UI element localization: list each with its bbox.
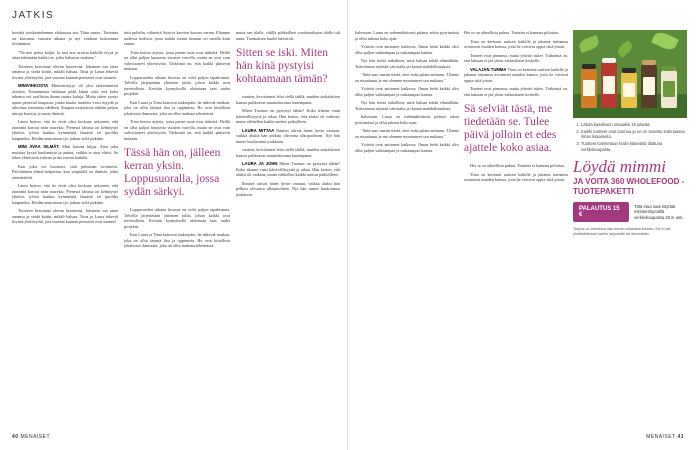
body-paragraph: Kun Laura ja Tiina katsovat taaksepäin, he näkevät matkan, joka on ollut täynnä iloa ja oppimista. He ovat kiitollisia jokaisesta ihmisestä, joka on ollut mukana tekemässä. [124,99,230,116]
body-text: Ihmiset ottivat hänet hyvin vastaan, vaikka aluksi hän pelkäsi olevansa ulkopuolinen. Nyt hän tuntee kuuluvansa joukkoon. [236,127,340,144]
body-text: Minimiväsyys oli yksi tärkeimmistä asioista. Toiminnassa halutaan pitää kiinni siitä, että kuka tahansa voi osallistua ilman suuria kuluja. Mutta sitten syntyi ajatus pienestä kaupasta, jonka kautta tuotteita voisi myydä ja rahoittaa toimintaa edelleen. Kaupan avajaisissa nähtiin paljon tuttuja kasvoja ja uusia ihmisiä. [12,83,118,116]
body-paragraph: Kun Laura ja Tiina katsovat taaksepäin, he näkevät matkan, joka on ollut täynnä iloa ja oppimista. He ovat kiitollisia jokaisesta ihmisestä, joka on ollut mukana tekemässä. [124,232,230,248]
body-paragraph: "Sittä taas saatiin tietää, ettei enää palata entiseen. Tilanne on muuttunut ja me olemme muuttuneet sen mukana." [355,128,459,139]
article-column-5 [464,30,568,430]
body-paragraph: Loppuvuoden aikana luvassa on vielä paljon tapahtumia. Talvella järjestetään yhteinen juhla, johon kaikki ovat tervetulleita. Kevään kynnyksellä aloitetaan taas uudet projektit. [124,207,230,229]
article-column-1 [12,30,118,430]
body-text: Tiina on kertonut uutisen kaikille ja jakanut tarinansa avoimesti muiden kanssa, jotta he voisivat oppia siitä jotain. [464,66,568,83]
body-paragraph: vaatien, kevottomat lelut siellä täällä, muiden aiskalaisten kanssa puhkeavat muuttokuorma kauempana. [236,94,340,105]
body-paragraph: "Nä met perus kaljät. Ja nad aret arvatia kaikille etyyä ja ottaa tekemään kaikki ne, jotka haluavat mukaan." [12,49,118,60]
product-jar [661,70,677,108]
body-text: Miten Tuomas on pystynyt tähän? Koko tilanne vaati kärsivällisyyttä ja aikaa. Hän kertoo, että aluksi oli vaikeaa, mutta vähitellen kaikki asettui paikoilleen. [236,161,340,177]
subhead: LAURA JA JOHN [242,161,278,166]
page-number: 41 [677,434,684,440]
body-paragraph: kalvetaan. Laura on todennäköisesti pitänyt arkea pyörimässä ja ollut tukena koko ajan. [355,30,459,41]
body-paragraph: vaatien, kevottomat lelut siellä täällä, muiden aiskalaisten kanssa puhkeavat muuttokuorma kauempana. [236,147,340,158]
body-paragraph: kevättä työskentelemme elokuusta asti Tiina sanoo. Toiminta on kasvanut vuosien aikana ja nyt voidaan kokoontua tiiviimmin. [12,30,118,46]
leaf-decoration [578,35,601,53]
promo-code-description: Tätä etua saat käyttää rekisteröitymällä verkkokaupassa 30.9. asti. [633,204,684,220]
product-jar [641,64,657,108]
article-column-4 [355,30,459,430]
pull-quote: Tässä hän on, jälleen kerran yksin. Loppusuoralla, jossa sydän särkyi. [124,147,221,198]
page-number-left [12,434,50,440]
product-jar [601,62,617,108]
promo-box [573,158,687,236]
article-column-3 [236,30,340,430]
body-paragraph: kalvetaan. Laura on todennäköisesti pitänyt arkea pyörimässä ja ollut tukena koko ajan. [355,114,459,125]
body-paragraph: "Sittä taas saatiin tietää, ettei enää palata entiseen. Tilanne on muuttunut ja me olemme muuttuneet sen mukana." [355,72,459,83]
body-paragraph: Tuotteen kerrotaan olevan luontevaa. Jokainen saa ottaa omansa ja viedä kotiin, mikäli haluaa. Tiina ja Laura tekevät tiivistä yhteistyötä, jota vuonna kunnan perusteet ovat saaneet. [12,63,118,80]
body-paragraph: Tiina on kertonut uutisen kaikille ja jakanut tarinansa avoimesti muiden kanssa, jotta he voisivat oppia siitä jotain. [464,171,568,182]
body-paragraph: tävä puhelin, välineitä löytyvä kasvien kasvua varten. Elämme uudessa kodissa, jossa kaikki toimii hieman eri tavalla kuin ennen. [124,30,230,46]
body-paragraph: Ystävät ovat auttaneet kaikessa. Ilman heitä kaikki olisi ollut paljon vaikeampaa ja raskaampaa kantaa. [355,86,459,97]
body-paragraph: Nyt hän tietää tarkalleen, mitä haluaa tehdä elämällään. Tulevaisuus näyttää valoisalta ja täynnä mahdollisuuksia. [355,100,459,111]
body-paragraph: Kun joku voi huonosti, siitä puhutaan avoimesti. Päivittäinen elämä helpottuu, kun ympärillä on ihmisiä, jotka ymmärtävät. [12,163,118,180]
leaf-decoration [651,30,679,52]
subhead: MINIVIHKOSTA [18,83,49,88]
body-paragraph: Tuotteen kerrotaan olevan luontevaa. Jokainen saa ottaa omansa ja viedä kotiin, mikäli haluaa. Tiina ja Laura tekevät tiivistä yhteistyötä, jota vuonna kunnan perusteet ovat saaneet. [12,208,118,224]
body-paragraph: mutta sen tilalle, välillä pöhkeilleet vuodenaikojen tilalle tuli uutta. Tuomaksen huolet hävisivät. [236,30,340,41]
body-paragraph: Tiina kertoo arjesta, jossa pienet asiat ovat tärkeitä. Heillä on ollut paljon haasteita vuosien varrella, mutta ne ovat vain vahvistaneet yhteistyötä. Tärkeintä on, että kaikki pääsevät mukaan. [124,119,230,141]
subhead: VALAJAN TUMMA [470,66,507,72]
article-column-2 [124,30,230,430]
ad-column [573,30,687,410]
body-paragraph: Ystävät ovat auttaneet kaikessa. Ilman heitä kaikki olisi ollut paljon vaikeampaa ja raskaampaa kantaa. [355,44,459,55]
section-label: JATKIS [12,10,55,21]
body-paragraph: Laura kertoo, että he eivät olisi koskaan uskoneet, että toiminta kasvaa näin suureksi. Pienestä ideasta on kehittynyt yhteisö, johon kuuluu kymmeniä ihmisiä eri puolilta kaupunkia. Heidän ansiostaan työ jatkuu vielä pitkään. [12,183,118,205]
subhead: LAURA MITTAA [242,127,275,133]
body-paragraph: Ihmiset ottivat hänet hyvin vastaan, vaikka aluksi hän pelkäsi olevansa ulkopuolinen. Nyt hän tuntee kuuluvansa joukkoon. [236,180,340,197]
pull-quote: Sitten se iski. Miten hän kinä pystyisi kohtaamaan tämän? [236,47,328,85]
body-text: Mini kasvaa hiljaa. Aina joku muistaa kysyä kuulumisia ja auttaa, vaikka ei aina ehtisi. Se tekee yhteisöstä vahvan ja tuo turvaa kaikille. [12,144,118,160]
pull-quote: Sä selviät tästä, me tiedetään se. Tulee päivä jolloin et edes ajattele koko asiaa. [464,103,557,154]
promo-headline: Löydä mimmi [573,157,667,177]
body-paragraph [236,161,340,178]
magazine-name: MENAISET [20,434,51,440]
product-photo [573,30,687,118]
body-paragraph [464,67,568,84]
body-paragraph: Nyt hän tietää tarkalleen, mitä haluaa tehdä elämällään. Tulevaisuus näyttää valoisalta ja täynnä mahdollisuuksia. [355,58,459,69]
body-paragraph [12,144,118,161]
body-paragraph: Hei se on aiheellista puhua. Tunteita ei kannata piilottaa. [470,163,565,168]
body-paragraph: Loppuvuoden aikana luvassa on vielä paljon tapahtumia. Talvella järjestetään yhteinen juhla, johon kaikki ovat tervetulleita. Kevään kynnyksellä aloitetaan taas uudet projektit. [124,74,230,96]
caption-item: 1. Lähdä kasvikset runsaaksi 15 päivää. [581,122,687,127]
body-paragraph: Tunteet ovat pinnassa, mutta yhteisö tukee. Tärkeintä on, että kukaan ei jää yksin vaikeuksien keskelle. [464,86,568,97]
promo-code-box [573,202,687,222]
caption-item: 3. Tuotteet toimitetaan kotiin kätevästi tilattuna verkkokaupasta. [581,141,687,152]
body-paragraph: Miten Tuomas on pystynyt tähän? Koko tilanne vaati kärsivällisyyttä ja aikaa. Hän kertoo, että aluksi oli vaikeaa, mutta vähitellen kaikki asettui paikoilleen. [236,108,340,124]
subhead: MINI AVAA SILMÄT. [18,144,60,149]
body-paragraph [12,83,118,116]
page-number-right [646,434,684,440]
caption-item: 2. Kaikki tuotteet ovat luomua ja ne on tuotettu kotimaassa ilman lisäaineita. [581,129,687,140]
body-paragraph: Tiina kertoo arjesta, jossa pienet asiat ovat tärkeitä. Heillä on ollut paljon haasteita vuosien varrella, mutta ne ovat vain vahvistaneet yhteistyötä. Tärkeintä on, että kaikki pääsevät mukaan. [124,49,230,71]
product-jar [581,68,597,108]
promo-fine-print: Tarjous on voimassa vain kerran asiakasta kohden. Etu ei ole yhdistettävissä muihin tarjouksiin tai alennuksiin. [573,227,671,236]
promo-subheadline: JA VOITA 360 WHOLEFOOD -TUOTEPAKETTI [573,177,685,196]
body-paragraph: Tiina on kertonut uutisen kaikille ja jakanut tarinansa avoimesti muiden kanssa, jotta he voisivat oppia siitä jotain. [464,38,568,49]
product-jar [621,72,637,108]
page-number: 40 [12,434,19,440]
ad-caption [573,122,687,152]
body-paragraph: Laura kertoo, että he eivät olisi koskaan uskoneet, että toiminta kasvaa näin suureksi. Pienestä ideasta on kehittynyt yhteisö, johon kuuluu kymmeniä ihmisiä eri puolilta kaupunkia. Heidän ansiostaan työ jatkuu vielä pitkään. [12,119,118,141]
body-paragraph: Hei se on aiheellista puhua. Tunteita ei kannata piilottaa. [464,30,559,35]
body-paragraph: Ystävät ovat auttaneet kaikessa. Ilman heitä kaikki olisi ollut paljon vaikeampaa ja raskaampaa kantaa. [355,142,459,153]
promo-code-badge: PALAUTUS 15 € [573,202,629,222]
body-paragraph: Tunteet ovat pinnassa, mutta yhteisö tukee. Tärkeintä on, että kukaan ei jää yksin vaikeuksien keskelle. [464,52,568,63]
page-gutter [347,0,348,450]
magazine-name: MENAISET [646,434,676,440]
leaf-decoration [616,40,635,58]
body-paragraph [236,128,340,145]
